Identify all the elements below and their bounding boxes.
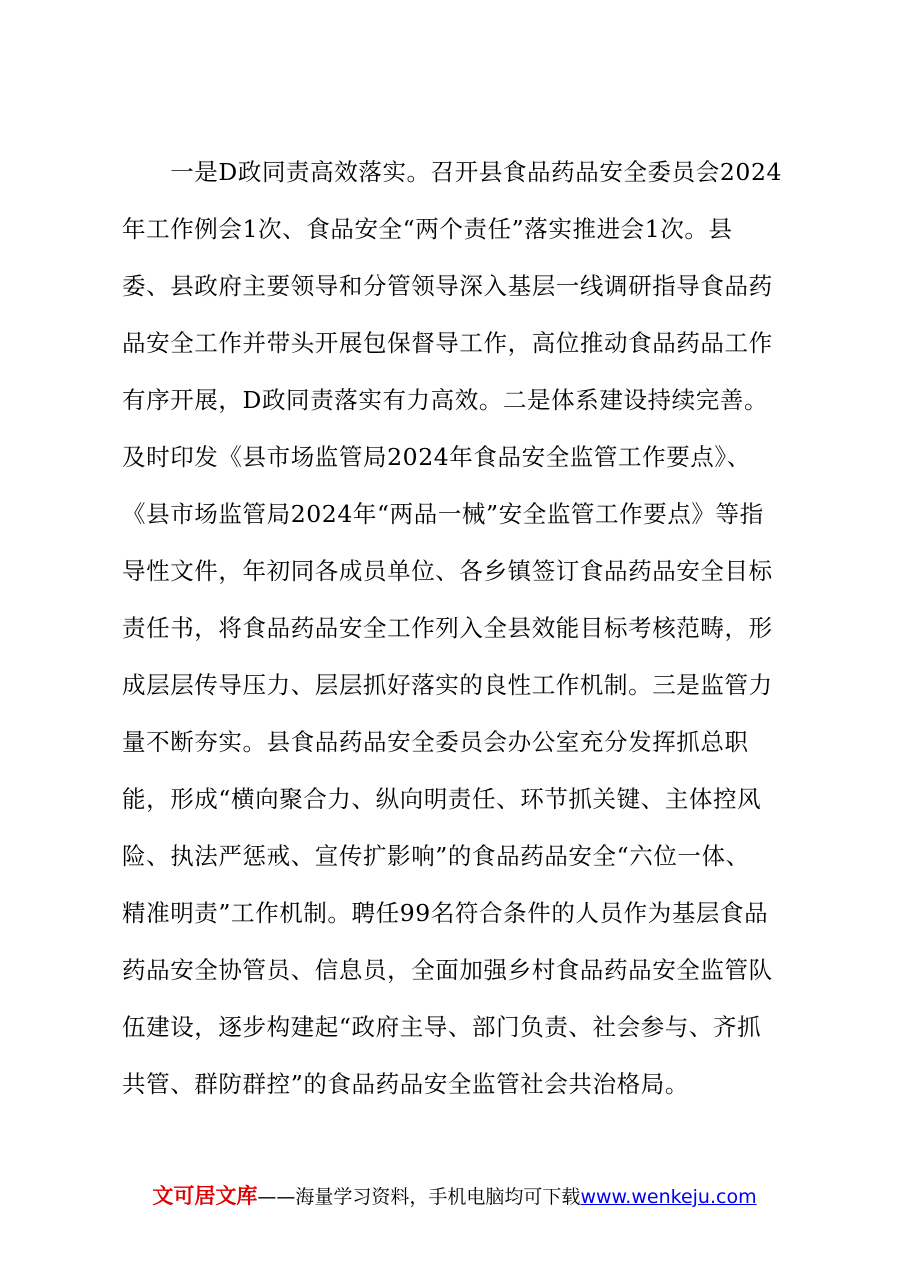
- text-line: 伍建设，逐步构建起“政府主导、部门负责、社会参与、齐抓: [122, 1013, 762, 1041]
- footer-url-link[interactable]: www.wenkeju.com: [580, 1186, 757, 1208]
- text-line: 成层层传导压力、层层抓好落实的良性工作机制。三是监管力: [122, 671, 773, 699]
- footer-tagline: ——海量学习资料，手机电脑均可下载: [257, 1186, 581, 1208]
- text-line: 导性文件，年初同各成员单位、各乡镇签订食品药品安全目标: [122, 557, 773, 585]
- text-line: 险、执法严惩戒、宣传扩影响”的食品药品安全“六位一体、: [122, 842, 750, 870]
- footer-brand: 文可居文库: [152, 1184, 258, 1208]
- text-line: 一是D政同责高效落实。召开县食品药品安全委员会2024: [122, 158, 783, 186]
- text-line: 品安全工作并带头开展包保督导工作，高位推动食品药品工作: [122, 329, 773, 357]
- text-line: 年工作例会1次、食品安全“两个责任”落实推进会1次。县: [122, 215, 733, 243]
- footer-banner: [0, 1182, 909, 1211]
- text-line: 责任书，将食品药品安全工作列入全县效能目标考核范畴，形: [122, 614, 773, 642]
- text-line: 委、县政府主要领导和分管领导深入基层一线调研指导食品药: [122, 272, 773, 300]
- text-line: 有序开展，D政同责落实有力高效。二是体系建设持续完善。: [122, 386, 769, 414]
- text-line: 及时印发《县市场监管局2024年食品安全监管工作要点》、: [122, 443, 751, 471]
- text-line: 精准明责”工作机制。聘任99名符合条件的人员作为基层食品: [122, 899, 769, 927]
- text-line: 能，形成“横向聚合力、纵向明责任、环节抓关键、主体控风: [122, 785, 762, 813]
- text-line: 共管、群防群控”的食品药品安全监管社会共治格局。: [122, 1070, 689, 1098]
- text-line: 药品安全协管员、信息员，全面加强乡村食品药品安全监管队: [122, 956, 773, 984]
- text-line: 量不断夯实。县食品药品安全委员会办公室充分发挥抓总职: [122, 728, 749, 756]
- text-line: 《县市场监管局2024年“两品一械”安全监管工作要点》等指: [122, 500, 764, 528]
